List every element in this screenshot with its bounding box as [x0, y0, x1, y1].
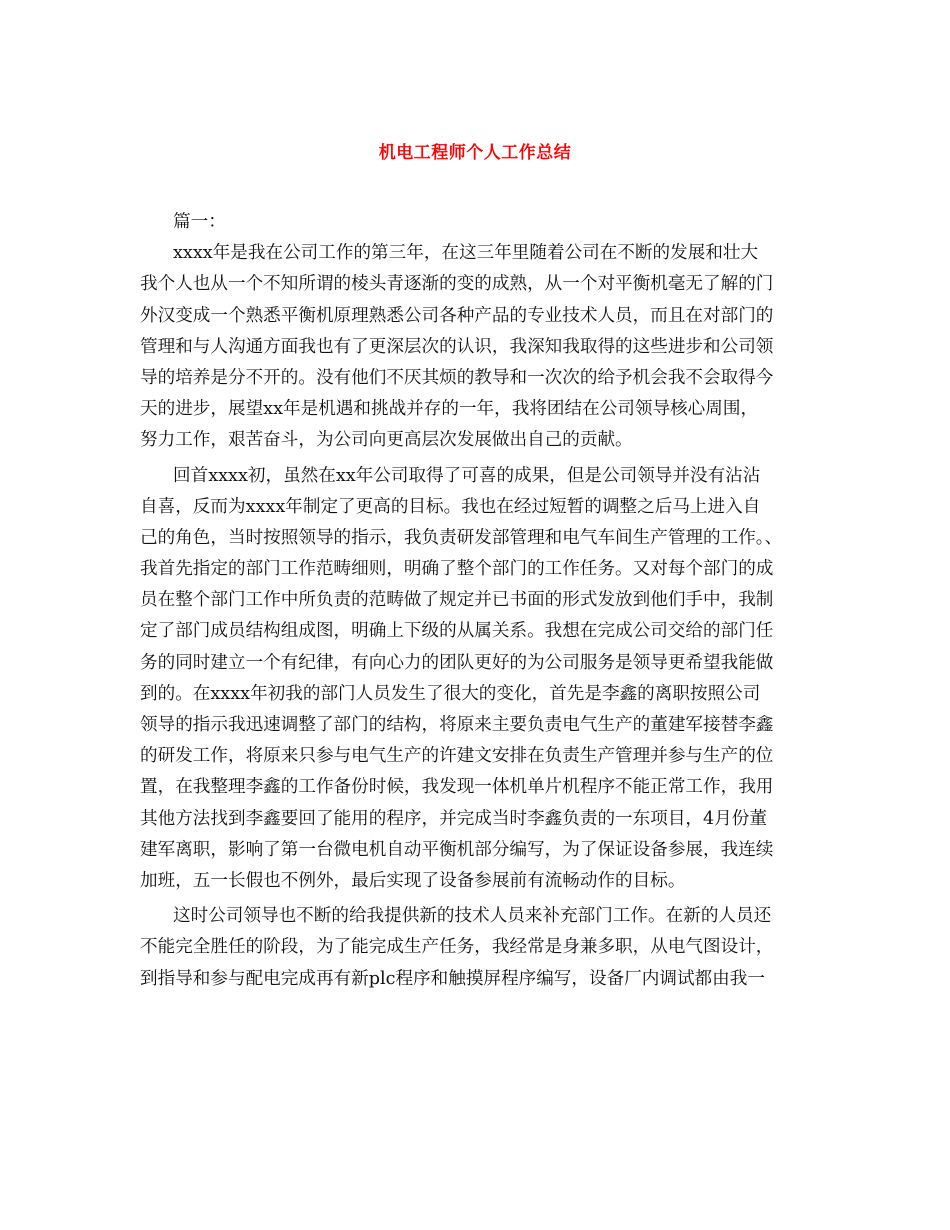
text-line: 自喜，反而为xxxx年制定了更高的目标。我也在经过短暂的调整之后马上进入自 — [140, 496, 761, 517]
text-line: 天的进步，展望xx年是机遇和挑战并存的一年，我将团结在公司领导核心周围， — [140, 399, 759, 420]
text-line: 置，在我整理李鑫的工作备份时候，我发现一体机单片机程序不能正常工作，我用 — [140, 777, 774, 798]
text-line: xxxx年是我在公司工作的第三年，在这三年里随着公司在不断的发展和壮大 — [173, 243, 759, 264]
text-line: 外汉变成一个熟悉平衡机原理熟悉公司各种产品的专业技术人员，而且在对部门的 — [140, 305, 774, 326]
text-line: 我个人也从一个不知所谓的棱头青逐渐的变的成熟，从一个对平衡机毫无了解的门 — [140, 274, 774, 295]
document-body — [140, 207, 815, 995]
text-line: 到指导和参与配电完成再有新plc程序和触摸屏程序编写，设备厂内调试都由我一 — [140, 968, 765, 989]
text-line: 其他方法找到李鑫要回了能用的程序，并完成当时李鑫负责的一东项目，4月份董 — [140, 808, 767, 829]
text-line: 的研发工作，将原来只参与电气生产的许建文安排在负责生产管理并参与生产的位 — [140, 746, 774, 767]
document-title: 机电工程师个人工作总结 — [378, 143, 572, 163]
text-line: 不能完全胜任的阶段，为了能完成生产任务，我经常是身兼多职，从电气图设计， — [140, 937, 774, 958]
text-line: 己的角色，当时按照领导的指示，我负责研发部管理和电气车间生产管理的工作。、 — [140, 527, 783, 548]
text-line: 努力工作，艰苦奋斗，为公司向更高层次发展做出自己的贡献。 — [140, 430, 633, 451]
text-line: 务的同时建立一个有纪律，有向心力的团队更好的为公司服务是领导更希望我能做 — [140, 652, 774, 673]
text-line: 回首xxxx初，虽然在xx年公司取得了可喜的成果，但是公司领导并没有沾沾 — [173, 465, 761, 486]
text-line: 我首先指定的部门工作范畴细则，明确了整个部门的工作任务。又对每个部门的成 — [140, 559, 774, 580]
text-line: 领导的指示我迅速调整了部门的结构，将原来主要负责电气生产的董建军接替李鑫 — [140, 715, 774, 735]
text-line: 到的。在xxxx年初我的部门人员发生了很大的变化，首先是李鑫的离职按照公司 — [140, 683, 761, 704]
text-line: 导的培养是分不开的。没有他们不厌其烦的教导和一次次的给予机会我不会取得今 — [140, 367, 774, 388]
text-line: 定了部门成员结构组成图，明确上下级的从属关系。我想在完成公司交给的部门任 — [140, 621, 774, 642]
text-line: 加班，五一长假也不例外，最后实现了设备参展前有流畅动作的目标。 — [140, 870, 686, 891]
text-line: 员在整个部门工作中所负责的范畴做了规定并已书面的形式发放到他们手中，我制 — [140, 590, 774, 611]
text-line: 管理和与人沟通方面我也有了更深层次的认识，我深知我取得的这些进步和公司领 — [140, 336, 774, 357]
text-line: 这时公司领导也不断的给我提供新的技术人员来补充部门工作。在新的人员还 — [173, 906, 772, 927]
text-line: 建军离职，影响了第一台微电机自动平衡机部分编写，为了保证设备参展，我连续 — [140, 839, 774, 860]
section-heading: 篇一： — [173, 212, 226, 232]
